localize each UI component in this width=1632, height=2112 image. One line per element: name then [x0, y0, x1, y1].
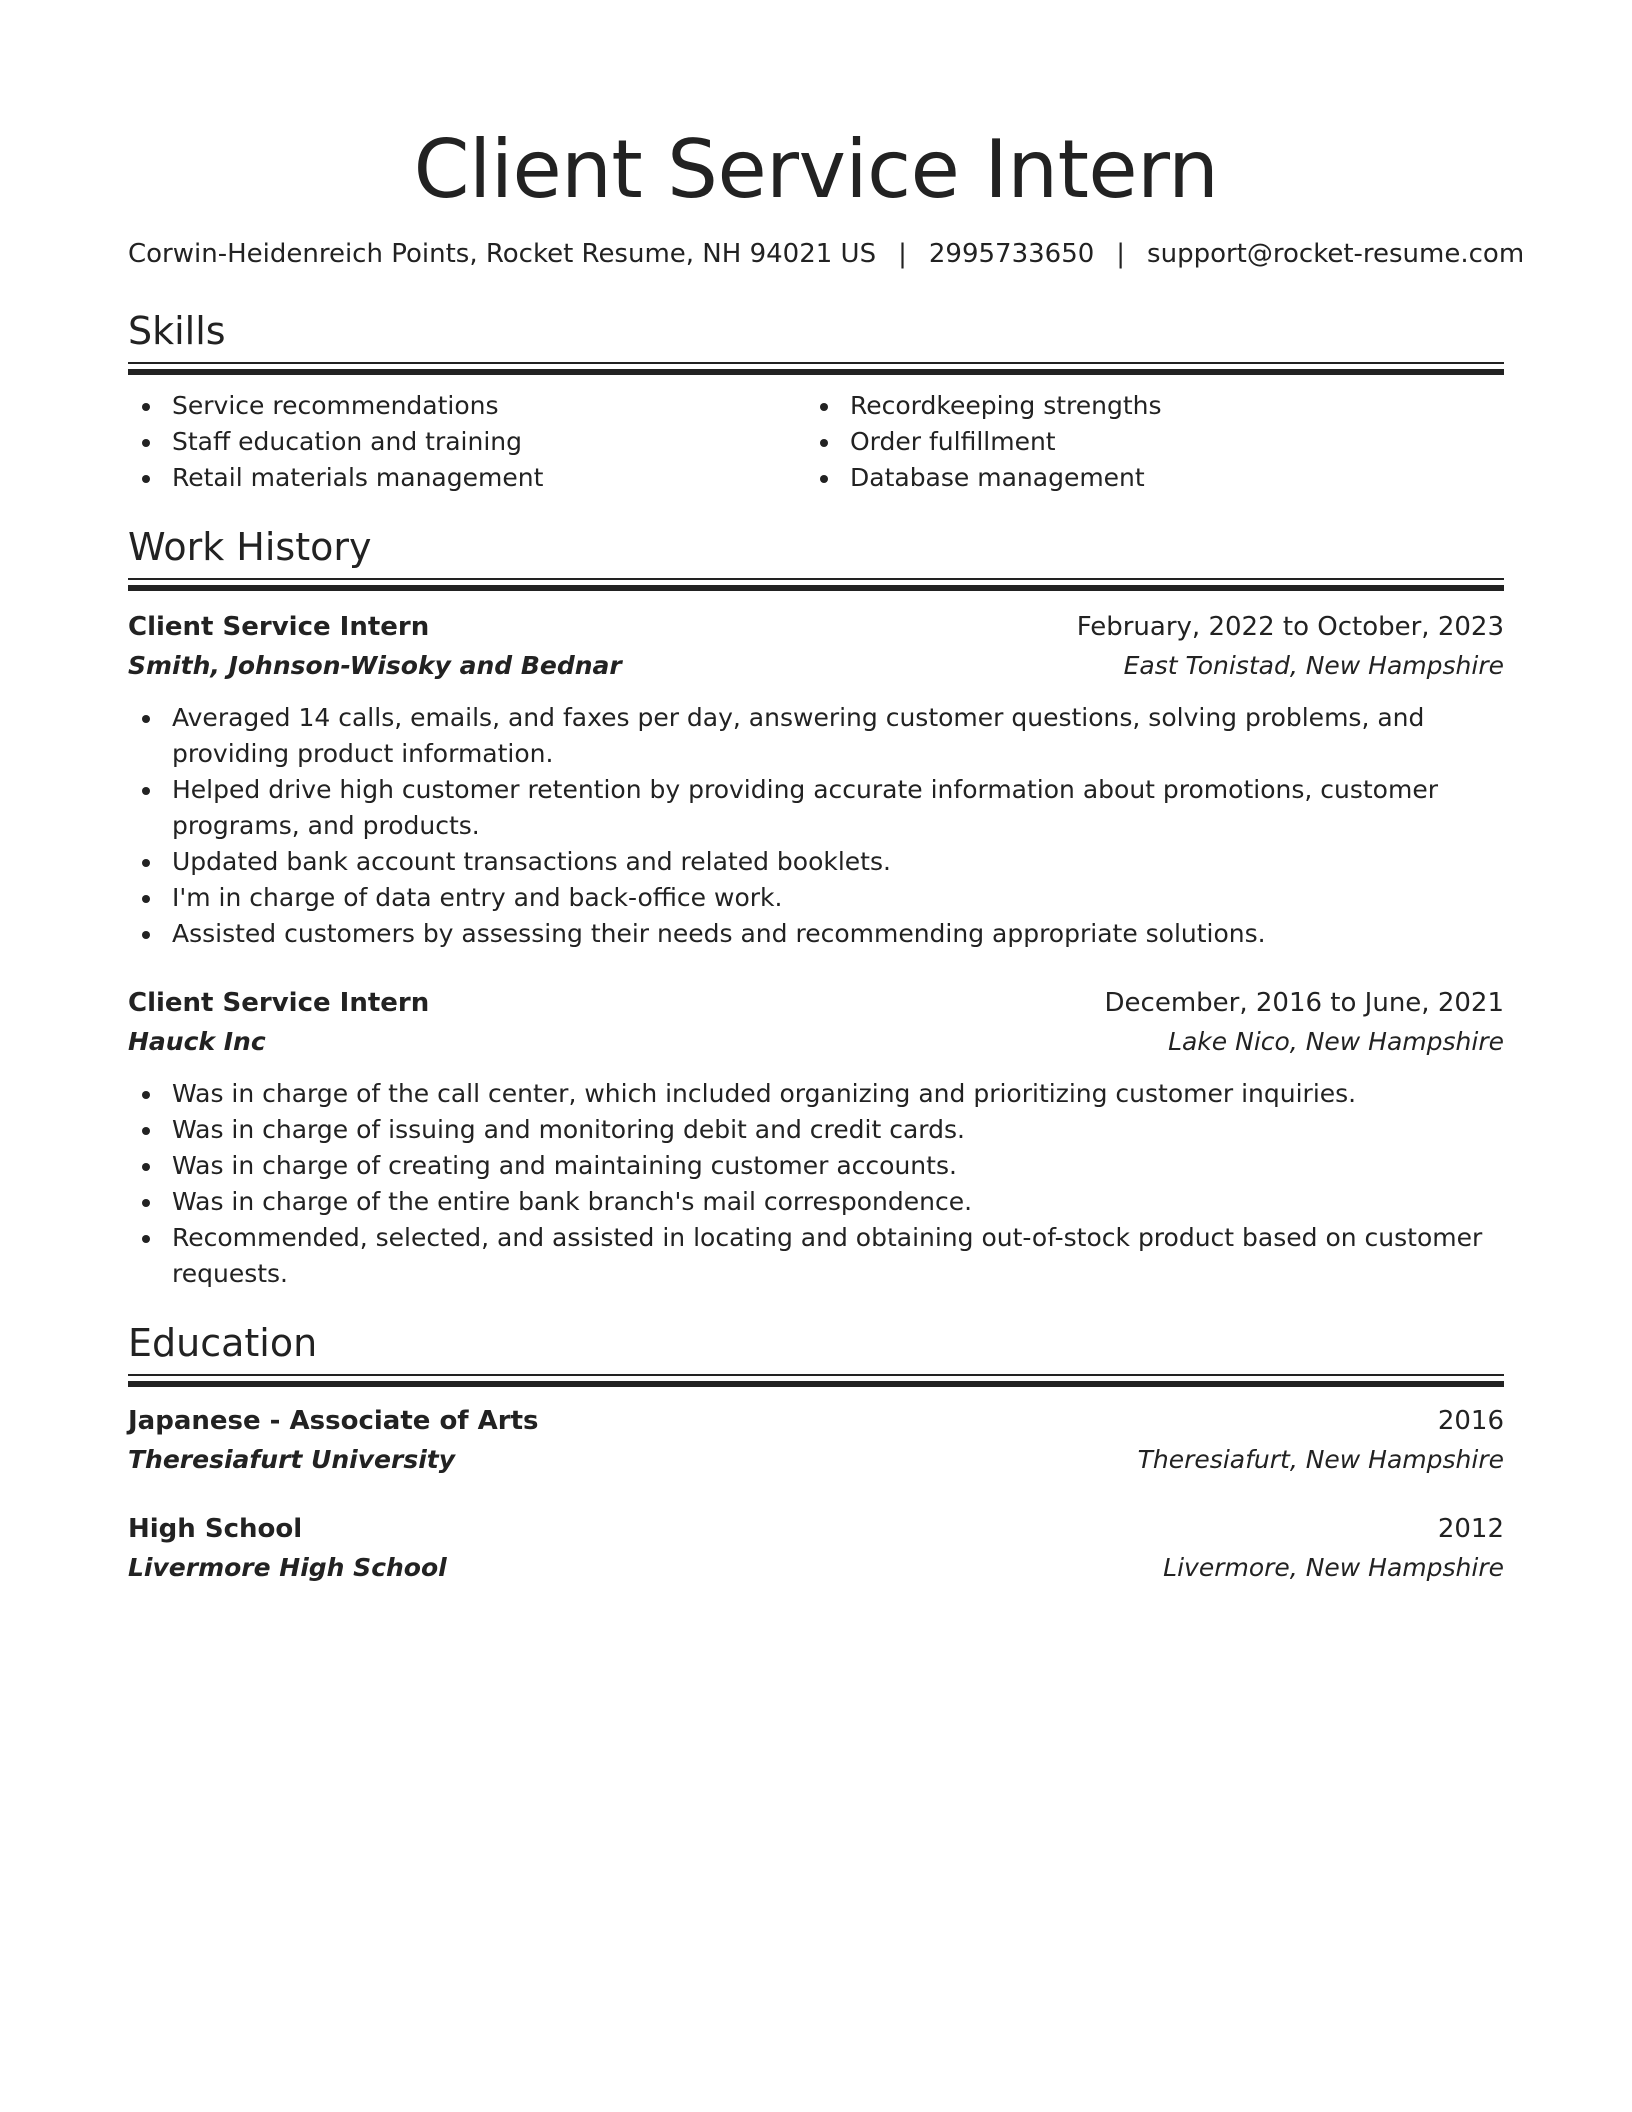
education-header-row: [128, 1402, 1504, 1440]
job-duty-item: Was in charge of the entire bank branch's mail correspondence.: [128, 1184, 1504, 1220]
skill-item: Recordkeeping strengths: [806, 388, 1504, 424]
resume-page: [128, 0, 1525, 1588]
job-duty-item: Updated bank account transactions and related booklets.: [128, 844, 1504, 880]
education-location: Theresiafurt, New Hampshire: [1137, 1445, 1504, 1474]
job-company: Hauck Inc: [128, 1027, 266, 1056]
education-school-row: [128, 1548, 1504, 1588]
education-entry: [128, 1402, 1504, 1480]
education-degree: Japanese - Associate of Arts: [128, 1406, 539, 1436]
section-divider: [128, 362, 1504, 374]
section-title-work-history: Work History: [128, 525, 372, 569]
job-company-row: [128, 646, 1504, 686]
education-section: [128, 1318, 1504, 1588]
job-header-row: [128, 608, 1504, 646]
skill-item: Database management: [806, 460, 1504, 496]
section-title-skills: Skills: [128, 309, 226, 353]
skills-section: [128, 306, 1504, 496]
contact-phone: 2995733650: [928, 239, 1095, 269]
skills-column-right: [806, 388, 1504, 496]
section-divider: [128, 578, 1504, 590]
work-history-section: [128, 522, 1504, 1292]
job-location: East Tonistad, New Hampshire: [1123, 651, 1504, 680]
education-header-row: [128, 1510, 1504, 1548]
education-entry: [128, 1510, 1504, 1588]
skill-item: Retail materials management: [128, 460, 806, 496]
education-school: Livermore High School: [128, 1553, 447, 1582]
job-duty-item: Averaged 14 calls, emails, and faxes per day, answering customer questions, solving problems, and providing product information.: [128, 700, 1504, 772]
job-duty-item: Helped drive high customer retention by providing accurate information about promotions, customer programs, and products.: [128, 772, 1504, 844]
job-dates: December, 2016 to June, 2021: [1104, 988, 1504, 1018]
skill-item: Service recommendations: [128, 388, 806, 424]
contact-address: Corwin-Heidenreich Points, Rocket Resume, NH 94021 US: [128, 239, 877, 269]
job-duty-item: I'm in charge of data entry and back-office work.: [128, 880, 1504, 916]
contact-email: support@rocket-resume.com: [1147, 239, 1525, 269]
job-company: Smith, Johnson-Wisoky and Bednar: [128, 651, 622, 680]
education-location: Livermore, New Hampshire: [1163, 1553, 1504, 1582]
skills-column-left: [128, 388, 806, 496]
skill-item: Order fulfillment: [806, 424, 1504, 460]
education-school: Theresiafurt University: [128, 1445, 456, 1474]
job-duties: [128, 700, 1504, 952]
contact-separator: |: [1116, 239, 1126, 269]
candidate-name: Client Service Intern: [413, 123, 1219, 216]
contact-line: [128, 236, 1525, 272]
job-entry: [128, 608, 1504, 952]
job-duty-item: Recommended, selected, and assisted in locating and obtaining out-of-stock product based on customer requests.: [128, 1220, 1504, 1292]
job-company-row: [128, 1022, 1504, 1062]
education-degree: High School: [128, 1514, 303, 1544]
job-duties: [128, 1076, 1504, 1292]
section-divider: [128, 1374, 1504, 1386]
job-title: Client Service Intern: [128, 612, 430, 642]
section-title-education: Education: [128, 1321, 318, 1365]
job-duty-item: Was in charge of issuing and monitoring debit and credit cards.: [128, 1112, 1504, 1148]
job-duty-item: Was in charge of creating and maintaining customer accounts.: [128, 1148, 1504, 1184]
education-school-row: [128, 1440, 1504, 1480]
job-location: Lake Nico, New Hampshire: [1168, 1027, 1504, 1056]
job-header-row: [128, 984, 1504, 1022]
job-entry: [128, 984, 1504, 1292]
education-year: 2012: [1437, 1514, 1504, 1544]
job-title: Client Service Intern: [128, 988, 430, 1018]
education-year: 2016: [1437, 1406, 1504, 1436]
contact-separator: |: [898, 239, 907, 269]
skills-grid: [128, 388, 1504, 496]
job-duty-item: Was in charge of the call center, which included organizing and prioritizing customer inquiries.: [128, 1076, 1504, 1112]
job-dates: February, 2022 to October, 2023: [1076, 612, 1504, 642]
skill-item: Staff education and training: [128, 424, 806, 460]
job-duty-item: Assisted customers by assessing their needs and recommending appropriate solutions.: [128, 916, 1504, 952]
